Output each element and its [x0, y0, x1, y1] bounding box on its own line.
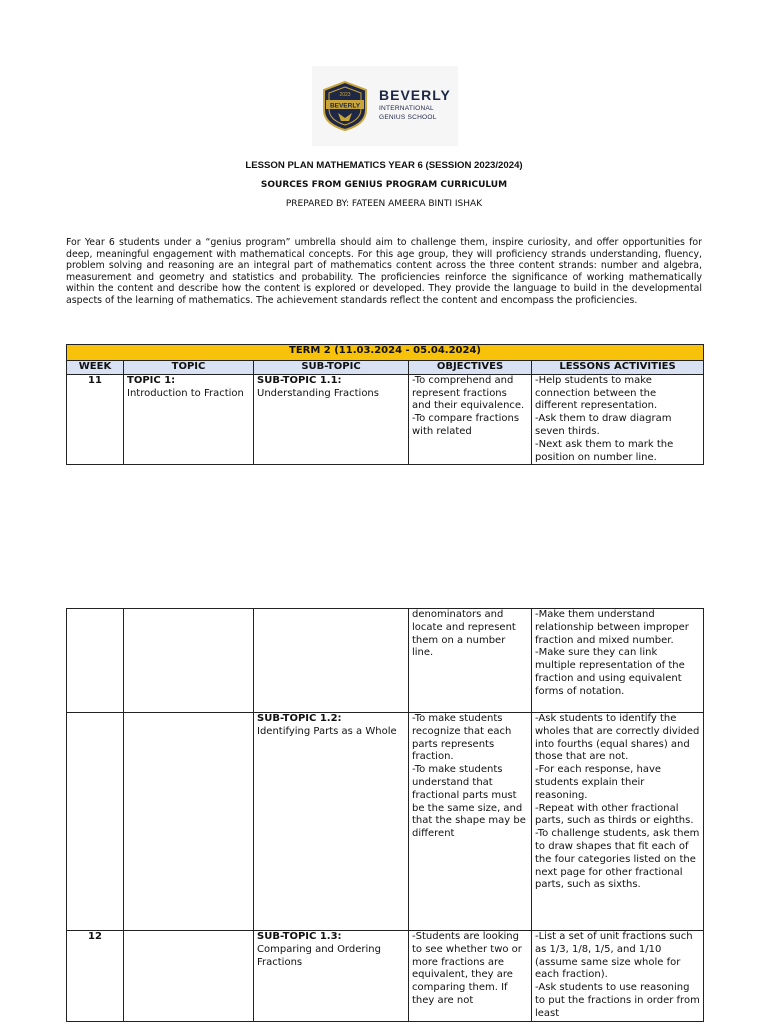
brand-line-2: INTERNATIONAL	[379, 105, 434, 112]
subtopic-title: SUB-TOPIC 1.3:	[257, 931, 342, 942]
topic-cell	[124, 609, 254, 713]
subtopic-title: SUB-TOPIC 1.2:	[257, 713, 342, 724]
activities-cell: -Ask students to identify the wholes that are correctly divided into fourths (equal shares) and those that are not. -For each response, have students explain their reasoning. -Repeat with other fractional parts, such as thirds or eighths. -To challenge students, ask them to draw shapes that fit each of the four categories listed on the next page for other fractional parts, such as sixths.	[532, 713, 704, 931]
activities-cell: -Help students to make connection between the different representation. -Ask them to draw diagram seven thirds. -Next ask them to mark the position on number line.	[532, 374, 704, 465]
header-week: WEEK	[67, 361, 124, 375]
column-header-row	[67, 361, 704, 375]
objectives-cell: -To make students recognize that each parts represents fraction. -To make students understand that fractional parts must be the same size, and that the shape may be different	[409, 713, 532, 931]
objectives-cell: -To comprehend and represent fractions and their equivalence. -To compare fractions with related	[409, 374, 532, 465]
source-heading: SOURCES FROM GENIUS PROGRAM CURRICULUM	[260, 180, 508, 190]
document-title: LESSON PLAN MATHEMATICS YEAR 6 (SESSION 2023/2024)	[245, 160, 523, 171]
brand-name: BEVERLY	[379, 87, 451, 103]
header-topic: TOPIC	[124, 361, 254, 375]
subtopic-cell	[254, 931, 409, 1022]
shield-crest-icon	[320, 80, 370, 132]
topic-title: TOPIC 1:	[127, 374, 176, 386]
objectives-cell: denominators and locate and represent them on a number line.	[409, 609, 532, 713]
subtopic-cell	[254, 713, 409, 931]
table-row	[67, 609, 704, 713]
subtopic-cell	[254, 374, 409, 465]
table-row	[67, 713, 704, 931]
topic-cell	[124, 713, 254, 931]
topic-cell	[124, 374, 254, 465]
table-row	[67, 931, 704, 1022]
week-cell	[67, 713, 124, 931]
shield-year: 2023	[339, 92, 351, 98]
subtopic-text: Comparing and Ordering Fractions	[257, 943, 381, 968]
lesson-plan-table	[66, 344, 704, 465]
school-logo	[312, 66, 458, 146]
header-subtopic: SUB-TOPIC	[254, 361, 409, 375]
brand-line-3: GENIUS SCHOOL	[379, 113, 437, 121]
topic-cell	[124, 931, 254, 1022]
header-activities: LESSONS ACTIVITIES	[532, 361, 704, 375]
lesson-plan-table-continued	[66, 608, 704, 1022]
activities-cell: -Make them understand relationship between improper fraction and mixed number. -Make sure they can link multiple representation of the fraction and using equivalent forms of notation.	[532, 609, 704, 713]
activities-cell: -List a set of unit fractions such as 1/3, 1/8, 1/5, and 1/10 (assume same size whole for each fraction). -Ask students to use reasoning to put the fractions in order from least	[532, 931, 704, 1022]
week-cell: 11	[67, 374, 124, 465]
topic-text: Introduction to Fraction	[127, 387, 244, 399]
week-cell	[67, 609, 124, 713]
brand-wordmark	[379, 88, 451, 121]
subtopic-cell	[254, 609, 409, 713]
week-cell: 12	[67, 931, 124, 1022]
term-title: TERM 2 (11.03.2024 - 05.04.2024)	[67, 345, 704, 361]
table-row	[67, 374, 704, 465]
intro-paragraph: For Year 6 students under a “genius program” umbrella should aim to challenge them, inspire curiosity, and offer opportunities for deep, meaningful engagement with mathematical concepts. For this age group, they will proficiency strands understanding, fluency, problem solving and reasoning are an integral part of mathematics content across the three content strands: number and algebra, measurement and geometry and statistics and probability. The proficiencies reinforce the significance of working mathematically within the content and describe how the content is explored or developed. They provide the language to build in the developmental aspects of the learning of mathematics. The achievement standards reflect the content and encompass the proficiencies.	[66, 237, 702, 306]
subtopic-title: SUB-TOPIC 1.1:	[257, 374, 342, 386]
objectives-cell: -Students are looking to see whether two or more fractions are equivalent, they are comparing them. If they are not	[409, 931, 532, 1022]
subtopic-text: Understanding Fractions	[257, 387, 379, 399]
subtopic-text: Identifying Parts as a Whole	[257, 725, 397, 737]
shield-text: BEVERLY	[329, 102, 361, 110]
prepared-by: PREPARED BY: FATEEN AMEERA BINTI ISHAK	[285, 199, 483, 209]
header-objectives: OBJECTIVES	[409, 361, 532, 375]
term-header-row	[67, 345, 704, 361]
